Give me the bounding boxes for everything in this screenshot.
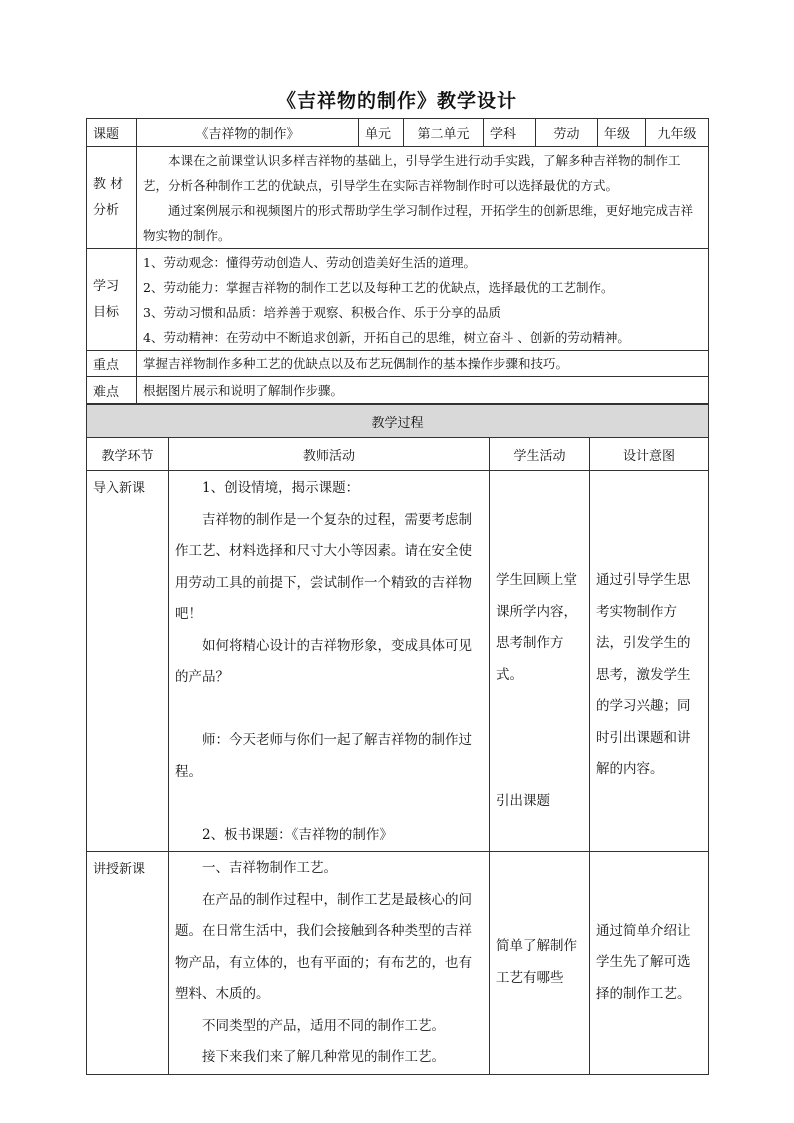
intent-text: 通过引导学生思考实物制作方法，引发学生的思考，激发学生的学习兴趣；同时引出课题和讲解的内容。 [596, 572, 691, 777]
column-header-teacher: 教师活动 [169, 438, 490, 471]
stage-new-lesson: 讲授新课 [87, 852, 169, 1075]
topic-value: 《吉祥物的制作》 [137, 119, 359, 147]
analysis-content [137, 147, 709, 249]
student-activity-intro [490, 471, 590, 852]
grade-label: 年级 [598, 119, 646, 147]
objective-item: 4、劳动精神：在劳动中不断追求创新，开拓自己的思维，树立奋斗 、创新的劳动精神。 [143, 329, 630, 345]
teacher-line: 在产品的制作过程中，制作工艺是最核心的问题。在日常生活中，我们会接触到各种类型的吉祥物产品，有立体的，也有平面的；有布艺的，也有塑料、木质的。 [175, 891, 472, 1002]
objective-item: 1、劳动观念：懂得劳动创造人、劳动创造美好生活的道理。 [143, 254, 476, 270]
intent-intro [590, 471, 709, 852]
student-line: 学生回顾上堂课所学内容，思考制作方式。 [496, 572, 577, 683]
grade-value: 九年级 [646, 119, 709, 147]
teacher-line: 一、吉祥物制作工艺。 [202, 860, 337, 876]
unit-label: 单元 [359, 119, 404, 147]
teacher-line: 2、板书课题：《吉祥物的制作》 [202, 826, 393, 843]
difficulty-label: 难点 [87, 377, 137, 404]
column-header-student: 学生活动 [490, 438, 590, 471]
process-header: 教学过程 [87, 405, 709, 438]
analysis-label: 教 材 分析 [87, 147, 137, 249]
subject-value: 劳动 [536, 119, 598, 147]
difficulty-value: 根据图片展示和说明了解制作步骤。 [137, 377, 709, 404]
teaching-process-table [86, 404, 709, 1075]
key-point-label: 重点 [87, 351, 137, 377]
analysis-paragraph: 本课在之前课堂认识多样吉祥物的基础上，引导学生进行动手实践，了解多种吉祥物的制作工艺，分析各种制作工艺的优缺点，引导学生在实际吉祥物制作时可以选择最优的方式。 [143, 152, 681, 193]
objective-item: 2、劳动能力：掌握吉祥物的制作工艺以及每种工艺的优缺点，选择最优的工艺制作。 [143, 279, 614, 295]
objective-item: 3、劳动习惯和品质：培养善于观察、积极合作、乐于分享的品质 [143, 304, 501, 320]
teacher-line: 如何将精心设计的吉祥物形象，变成具体可见的产品？ [175, 637, 472, 685]
teacher-line: 师：今天老师与你们一起了解吉祥物的制作过程。 [175, 732, 472, 780]
key-point-value: 掌握吉祥物制作多种工艺的优缺点以及布艺玩偶制作的基本操作步骤和技巧。 [137, 351, 709, 377]
student-activity-new-lesson [490, 852, 590, 1075]
topic-label: 课题 [87, 119, 137, 147]
basic-info-table [86, 118, 709, 404]
subject-label: 学科 [484, 119, 536, 147]
teacher-line: 1、创设情境，揭示课题： [202, 480, 360, 496]
stage-intro: 导入新课 [87, 471, 169, 852]
objectives-content [137, 249, 709, 351]
intent-text: 通过简单介绍让学生先了解可选择的制作工艺。 [596, 922, 691, 1002]
teacher-activity-new-lesson [169, 852, 490, 1075]
column-header-stage: 教学环节 [87, 438, 169, 471]
teacher-line: 接下来我们来了解几种常见的制作工艺。 [202, 1049, 445, 1065]
intent-new-lesson [590, 852, 709, 1075]
teacher-line: 吉祥物的制作是一个复杂的过程，需要考虑制作工艺、材料选择和尺寸大小等因素。请在安全使用劳动工具的前提下，尝试制作一个精致的吉祥物吧！ [175, 511, 472, 622]
student-line: 简单了解制作工艺有哪些 [496, 938, 577, 986]
analysis-paragraph: 通过案例展示和视频图片的形式帮助学生学习制作过程，开拓学生的创新思维，更好地完成吉祥物实物的制作。 [143, 202, 694, 243]
objectives-label: 学习目标 [87, 249, 137, 351]
teacher-activity-intro [169, 471, 490, 852]
teacher-line: 不同类型的产品，适用不同的制作工艺。 [202, 1017, 445, 1034]
document-title: 《吉祥物的制作》教学设计 [276, 90, 517, 112]
column-header-intent: 设计意图 [590, 438, 709, 471]
student-line: 引出课题 [496, 792, 550, 809]
unit-value: 第二单元 [404, 119, 484, 147]
